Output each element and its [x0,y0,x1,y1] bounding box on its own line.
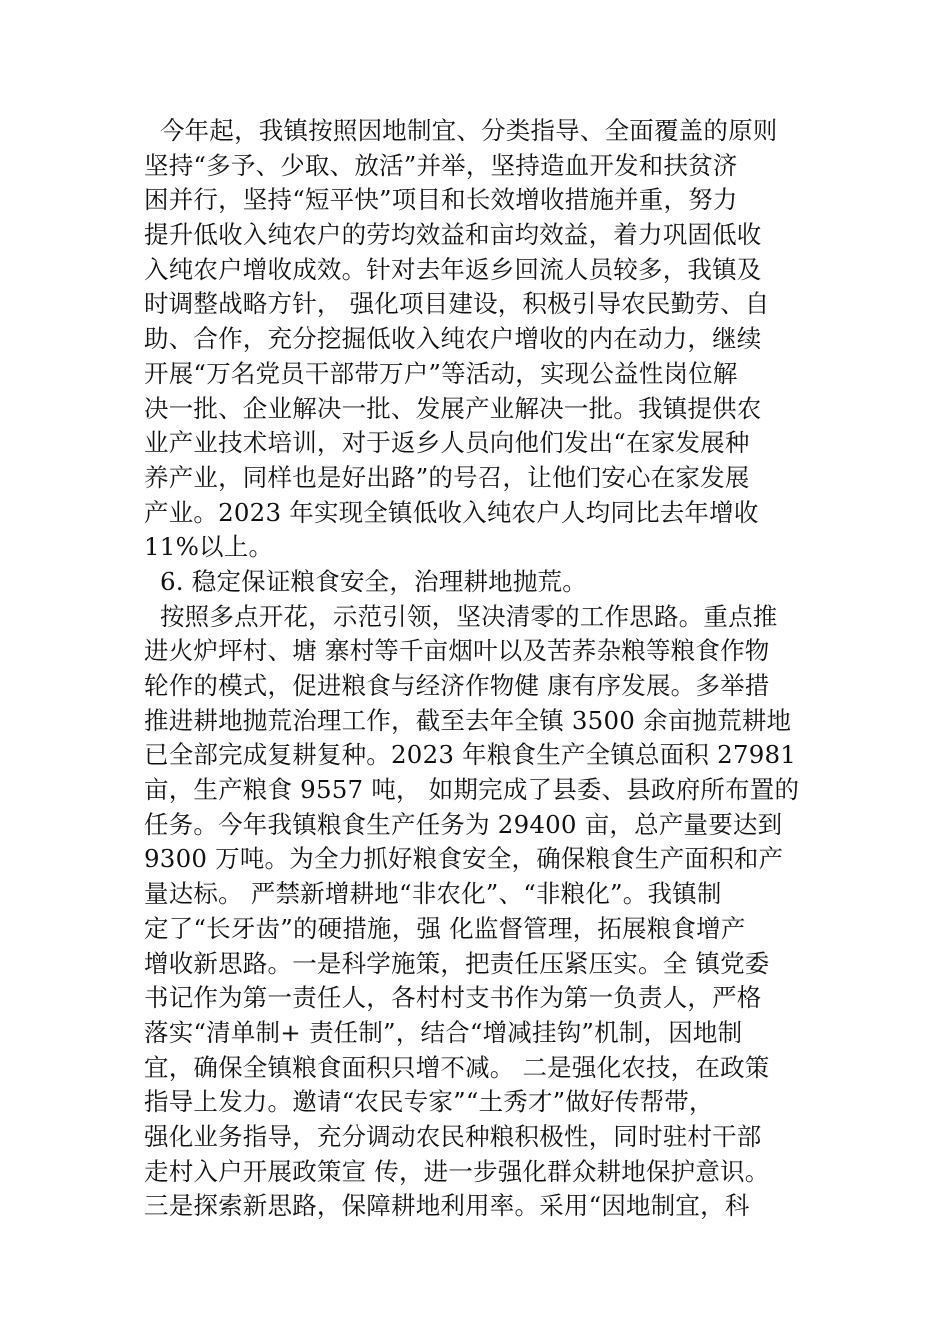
text-line: 坚持“多予、少取、放活”并举，坚持造血开发和扶贫济 [144,150,738,180]
text-line: 增收新思路。一是科学施策，把责任压紧压实。全 镇党委 [144,948,770,978]
text-line: 强化业务指导，充分调动农民种粮积极性，同时驻村干部 [144,1121,762,1151]
text-line: 按照多点开花，示范引领，坚决清零的工作思路。重点推 [144,601,778,631]
section-heading: 6. 稳定保证粮食安全，治理耕地抛荒。 [144,566,587,596]
text-line: 任务。今年我镇粮食生产任务为 29400 亩，总产量要达到 [144,809,783,839]
text-line: 落实“清单制+ 责任制”，结合“增减挂钩”机制，因地制 [144,1017,743,1047]
text-line: 三是探索新思路，保障耕地利用率。采用“因地制宜，科 [144,1191,750,1221]
text-line: 9300 万吨。为全力抓好粮食安全，确保粮食生产面积和产 [144,844,784,874]
text-line: 定了“长牙齿”的硬措施，强 化监督管理，拓展粮食增产 [144,913,746,943]
text-line: 业产业技术培训，对于返乡人员向他们发出“在家发展种 [144,428,750,458]
text-line: 入纯农户增收成效。针对去年返乡回流人员较多，我镇及 [144,254,762,284]
text-line: 今年起，我镇按照因地制宜、分类指导、全面覆盖的原则 [144,116,778,145]
text-line: 养产业，同样也是好出路”的号召，让他们安心在家发展 [144,462,750,492]
text-line: 量达标。 严禁新增耕地“非农化”、“非粮化”。我镇制 [144,879,722,909]
text-line: 指导上发力。邀请“农民专家”“土秀才”做好传帮带， [144,1087,714,1117]
text-line: 宜，确保全镇粮食面积只增不减。 二是强化农技，在政策 [144,1052,770,1082]
body-text [144,114,810,1224]
text-line: 时调整战略方针， 强化项目建设，积极引导农民勤劳、自 [144,289,770,319]
text-line: 助、合作，充分挖掘低收入纯农户增收的内在动力，继续 [144,324,762,354]
text-line: 产业。2023 年实现全镇低收入纯农户人均同比去年增收 [144,497,759,527]
text-line: 推进耕地抛荒治理工作，截至去年全镇 3500 余亩抛荒耕地 [144,705,792,735]
text-line: 进火炉坪村、塘 寨村等千亩烟叶以及苦荞杂粮等粮食作物 [144,636,770,666]
text-line: 开展“万名党员干部带万户”等活动，实现公益性岗位解 [144,358,738,388]
text-line: 已全部完成复耕复种。2023 年粮食生产全镇总面积 27981 [144,740,797,770]
text-line: 提升低收入纯农户的劳均效益和亩均效益，着力巩固低收 [144,220,762,250]
text-line: 困并行，坚持“短平快”项目和长效增收措施并重，努力 [144,185,738,215]
text-line: 走村入户开展政策宣 传，进一步强化群众耕地保护意识。 [144,1156,770,1186]
text-line: 轮作的模式，促进粮食与经济作物健 康有序发展。多举措 [144,671,770,700]
text-line: 书记作为第一责任人，各村村支书作为第一负责人，严格 [144,983,762,1013]
text-line: 决一批、企业解决一批、发展产业解决一批。我镇提供农 [144,393,762,423]
text-line: 11%以上。 [144,532,274,562]
text-line: 亩，生产粮食 9557 吨， 如期完成了县委、县政府所布置的 [144,775,800,805]
